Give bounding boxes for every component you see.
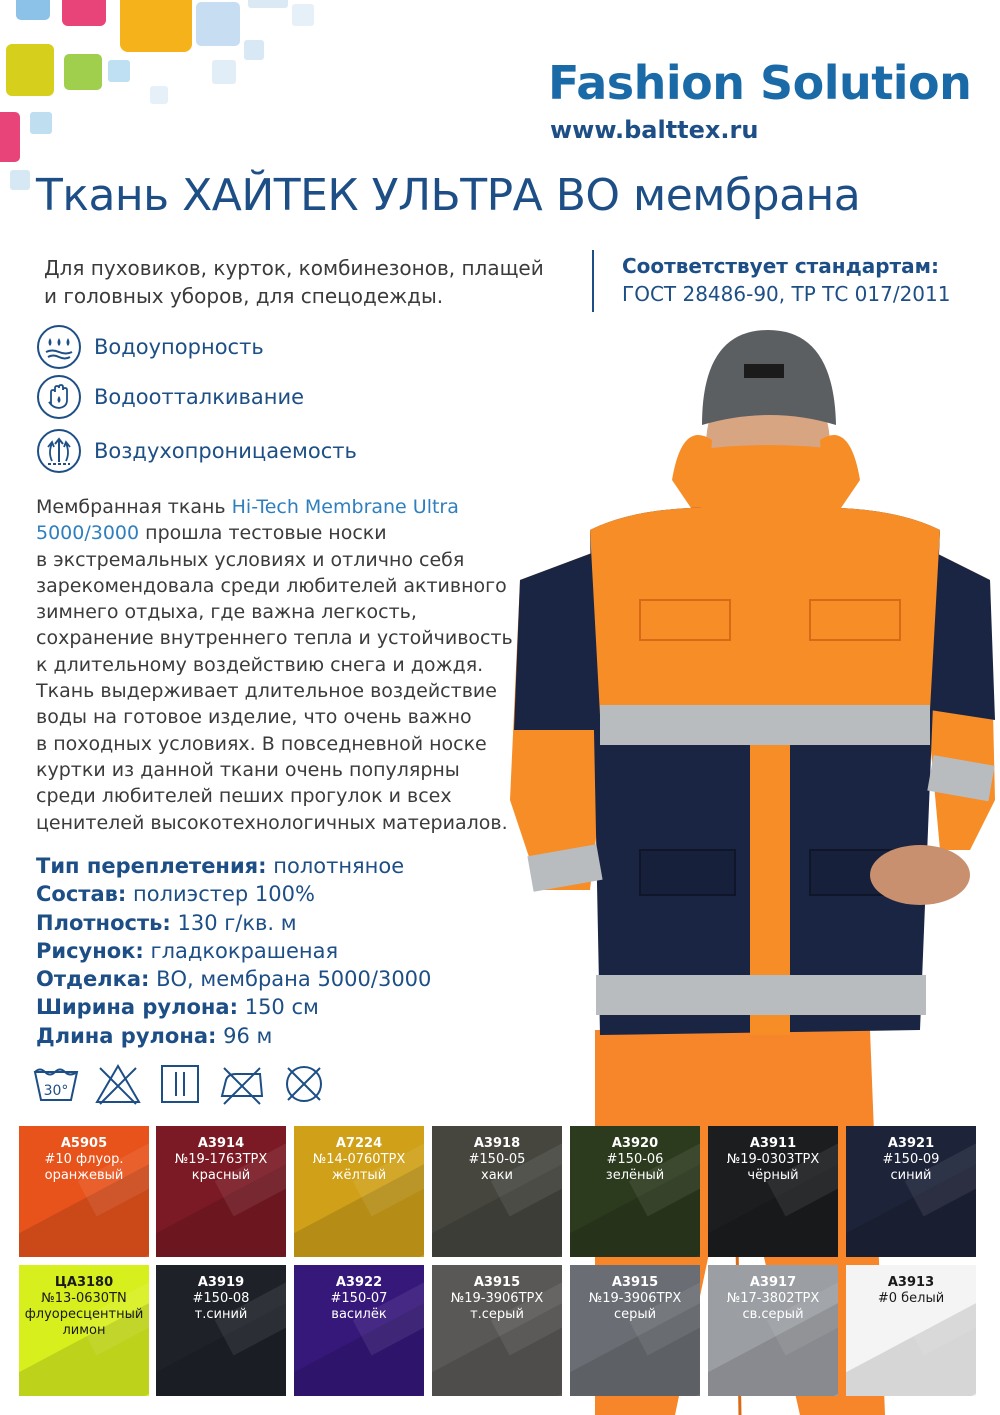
swatch-code: A7224 [335,1136,383,1151]
swatch-code: A3915 [611,1275,659,1290]
product-name-highlight: Hi-Tech Membrane Ultra [231,496,459,518]
spec-label: Рисунок: [36,938,144,963]
swatch-line: №17-3802TPX [726,1291,820,1306]
swatch-a3922[interactable] [294,1265,424,1396]
swatch-code: A3921 [887,1136,935,1151]
swatch-code: A3914 [197,1136,245,1151]
standards-value: ГОСТ 28486-90, ТР ТС 017/2011 [622,282,951,306]
swatch-line: красный [191,1168,251,1183]
spec-label: Отделка: [36,967,150,992]
line-dry-icon [156,1062,204,1106]
swatch-a3921[interactable] [846,1126,976,1257]
swatch-a3913[interactable] [846,1265,976,1396]
description-line: ценителей высокотехнологичных материалов. [36,811,508,834]
swatch-code: A3919 [197,1275,245,1290]
spec-value: полиэстер 100% [133,882,315,907]
feature-label: Водоупорность [94,335,264,359]
spec-value: 130 г/кв. м [177,910,297,935]
swatch-line: т.синий [194,1307,248,1322]
fabric-specs [36,852,431,1050]
description-text: Мембранная ткань [36,496,232,518]
spec-label: Состав: [36,882,127,907]
swatch-line: серый [613,1307,657,1322]
description-line [36,494,536,520]
spec-value: полотняное [273,854,405,878]
feature-waterproof [36,324,264,370]
spec-row [36,1022,431,1050]
spec-value: ВО, мембрана 5000/3000 [156,967,432,992]
swatch-line: #150-07 [330,1291,388,1306]
spec-label: Ширина рулона: [36,995,239,1020]
no-bleach-icon [94,1062,142,1106]
swatch-a3920[interactable] [570,1126,700,1257]
swatch-code: A3922 [335,1275,383,1290]
spec-row [36,965,431,993]
feature-label: Воздухопроницаемость [94,439,357,463]
page-title: Ткань ХАЙТЕК УЛЬТРА ВО мембрана [36,170,861,221]
swatch-line: св.серый [742,1307,804,1322]
standards-heading: Соответствует стандартам: [622,254,939,278]
air-arrows-icon [36,428,82,474]
description-line: зарекомендовала среди любителей активного [36,574,507,597]
spec-row [36,993,431,1021]
swatch-line: зелёный [605,1168,665,1183]
swatch-line: №19-0303TPX [726,1152,820,1167]
spec-value: гладкокрашеная [150,938,339,963]
description-line [36,520,536,546]
swatch-ca3180[interactable] [19,1265,149,1396]
spec-row [36,880,431,908]
swatch-code: ЦА3180 [54,1275,114,1290]
purpose-line: и головных уборов, для спецодежды. [44,284,444,308]
care-symbols [32,1062,328,1106]
description-line: к длительному воздействию снега и дождя. [36,653,484,676]
spec-label: Тип переплетения: [36,854,267,878]
swatch-line: #150-06 [606,1152,664,1167]
purpose-line: Для пуховиков, курток, комбинезонов, плащей [44,256,544,280]
swatch-line: #150-08 [192,1291,250,1306]
spec-label: Плотность: [36,910,171,935]
feature-label: Водоотталкивание [94,385,305,409]
swatch-line: лимон [62,1323,106,1338]
swatch-line: #150-05 [468,1152,526,1167]
swatch-code: A3920 [611,1136,659,1151]
swatch-line: №19-3906TPX [450,1291,544,1306]
swatch-code: A3915 [473,1275,521,1290]
description-line: в походных условиях. В повседневной носке [36,732,487,755]
brand-logo: Fashion Solution [548,56,972,110]
swatch-line: синий [890,1168,932,1183]
spec-row [36,909,431,937]
wash-30-icon [32,1062,80,1106]
description-line: куртки из данной ткани очень популярны [36,758,460,781]
description-line: среди любителей пеших прогулок и всех [36,785,452,808]
swatch-line: #0 белый [877,1291,945,1306]
fabric-description [36,494,536,836]
swatch-code: A3911 [749,1136,797,1151]
swatch-a5905[interactable] [19,1126,149,1257]
no-iron-icon [218,1062,266,1106]
swatch-a7224[interactable] [294,1126,424,1257]
description-line: сохранение внутреннего тепла и устойчивость [36,627,513,650]
swatch-line: чёрный [747,1168,799,1183]
swatch-a3915[interactable] [570,1265,700,1396]
description-text: прошла тестовые носки [139,522,387,545]
spec-value: 96 м [223,1023,273,1048]
feature-breathability [36,428,357,474]
spec-row [36,937,431,965]
description-line: Ткань выдерживает длительное воздействие [36,680,497,703]
spec-label: Длина рулона: [36,1023,217,1048]
swatch-line: №13-0630TN [41,1291,127,1306]
description-line: зимнего отдыха, где важна легкость, [36,601,417,624]
swatch-code: A3917 [749,1275,797,1290]
swatch-line: жёлтый [331,1168,387,1183]
swatch-a3911[interactable] [708,1126,838,1257]
swatch-code: A3913 [887,1275,935,1290]
swatch-a3919[interactable] [156,1265,286,1396]
no-dry-clean-icon [280,1062,328,1106]
wash-temp-label: 30° [43,1083,69,1099]
divider [592,250,594,312]
water-drops-icon [36,324,82,370]
swatch-line: №19-3906TPX [588,1291,682,1306]
swatch-code: A3918 [473,1136,521,1151]
swatch-a3918[interactable] [432,1126,562,1257]
product-name-highlight: 5000/3000 [36,522,140,545]
swatch-a3914[interactable] [156,1126,286,1257]
website-url[interactable]: www.balttex.ru [550,116,759,144]
hand-drop-icon [36,374,82,420]
swatch-code: A5905 [60,1136,108,1151]
swatch-line: флуоресцентный [24,1307,144,1322]
swatch-line: оранжевый [44,1168,124,1183]
swatch-a3915-dark[interactable] [432,1265,562,1396]
swatch-line: василёк [331,1307,387,1322]
description-line: в экстремальных условиях и отлично себя [36,548,465,571]
swatch-a3917[interactable] [708,1265,838,1396]
feature-water-repellent [36,374,304,420]
purpose-text [44,254,584,310]
swatch-line: №19-1763TPX [174,1152,268,1167]
swatch-line: хаки [481,1168,513,1183]
swatch-line: №14-0760TPX [312,1152,406,1167]
description-line: воды на готовое изделие, что очень важно [36,706,472,729]
spec-value: 150 см [244,995,319,1020]
swatch-line: #10 флуор. [44,1152,124,1167]
spec-row [36,852,431,880]
swatch-line: #150-09 [882,1152,940,1167]
swatch-line: т.серый [470,1307,524,1322]
